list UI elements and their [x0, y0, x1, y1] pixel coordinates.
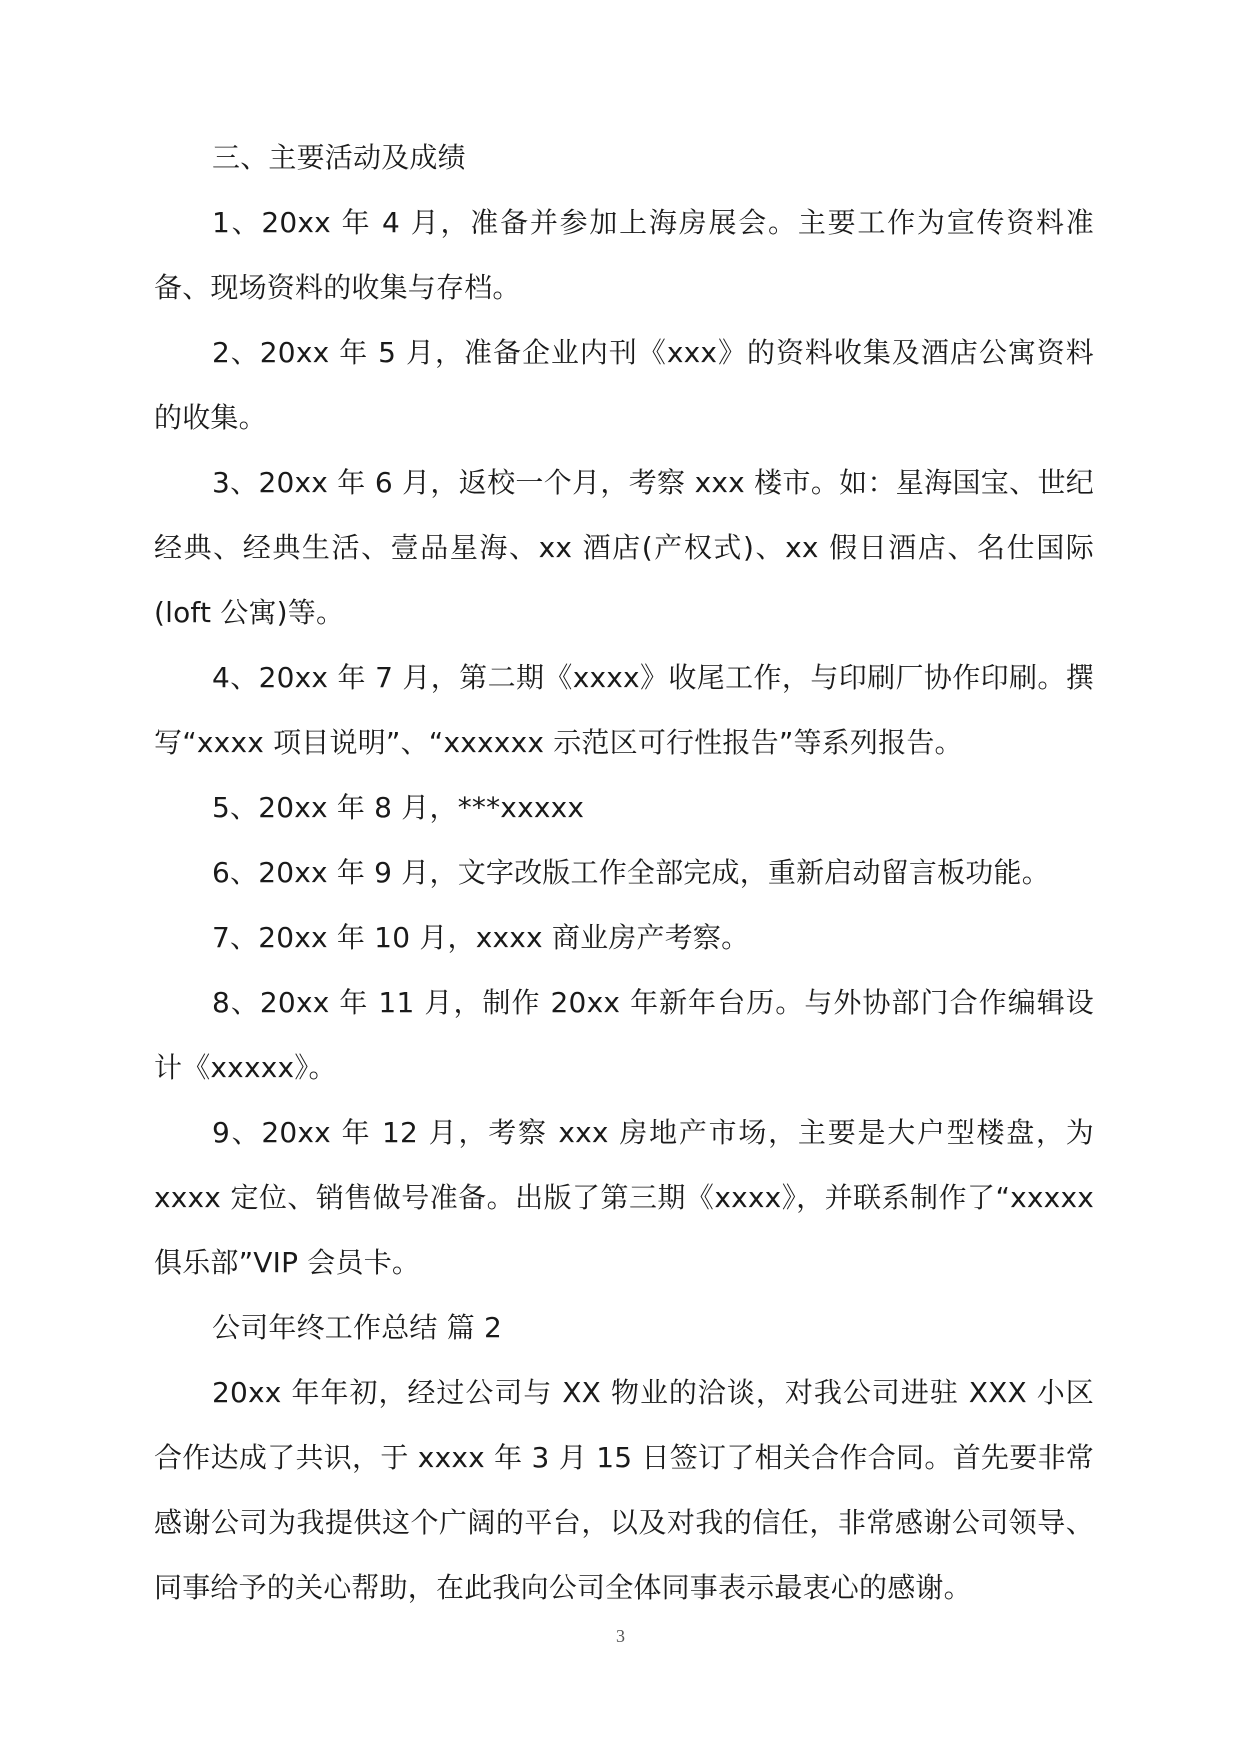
- list-item-august: 5、20xx 年 8 月，***xxxxx: [212, 791, 585, 824]
- body-paragraph: 20xx 年年初，经过公司与 XX 物业的洽谈，对我公司进驻 XXX 小区合作达成了共识，于 xxxx 年 3 月 15 日签订了相关合作合同。首先要非常感谢公司为我提供这个广阔的平台，以及对我的信任，非常感谢公司领导、同事给予的关心帮助，在此我向公司全体同事表示最衷心的感谢。: [154, 1376, 1094, 1604]
- page-number: 3: [616, 1626, 625, 1646]
- list-item-december: 9、20xx 年 12 月，考察 xxx 房地产市场，主要是大户型楼盘，为 xxxx 定位、销售做号准备。出版了第三期《xxxx》，并联系制作了“xxxxx 俱乐部”VIP 会员卡。: [154, 1116, 1094, 1279]
- list-item-october: 7、20xx 年 10 月，xxxx 商业房产考察。: [212, 921, 750, 954]
- list-item-april: 1、20xx 年 4 月，准备并参加上海房展会。主要工作为宣传资料准备、现场资料的收集与存档。: [154, 206, 1094, 304]
- section-heading-main-activities: 三、主要活动及成绩: [212, 141, 466, 174]
- list-item-may: 2、20xx 年 5 月，准备企业内刊《xxx》的资料收集及酒店公寓资料的收集。: [154, 336, 1094, 434]
- section-title-part-2: 公司年终工作总结 篇 2: [212, 1311, 503, 1344]
- document-body: [154, 125, 1094, 1620]
- list-item-july: 4、20xx 年 7 月，第二期《xxxx》收尾工作，与印刷厂协作印刷。撰写“xxxx 项目说明”、“xxxxxx 示范区可行性报告”等系列报告。: [154, 661, 1094, 759]
- list-item-september: 6、20xx 年 9 月，文字改版工作全部完成，重新启动留言板功能。: [212, 856, 1050, 889]
- list-item-june: 3、20xx 年 6 月，返校一个月，考察 xxx 楼市。如：星海国宝、世纪经典、经典生活、壹品星海、xx 酒店(产权式)、xx 假日酒店、名仕国际(loft 公寓)等。: [154, 466, 1094, 629]
- list-item-november: 8、20xx 年 11 月，制作 20xx 年新年台历。与外协部门合作编辑设计《xxxxx》。: [154, 986, 1094, 1084]
